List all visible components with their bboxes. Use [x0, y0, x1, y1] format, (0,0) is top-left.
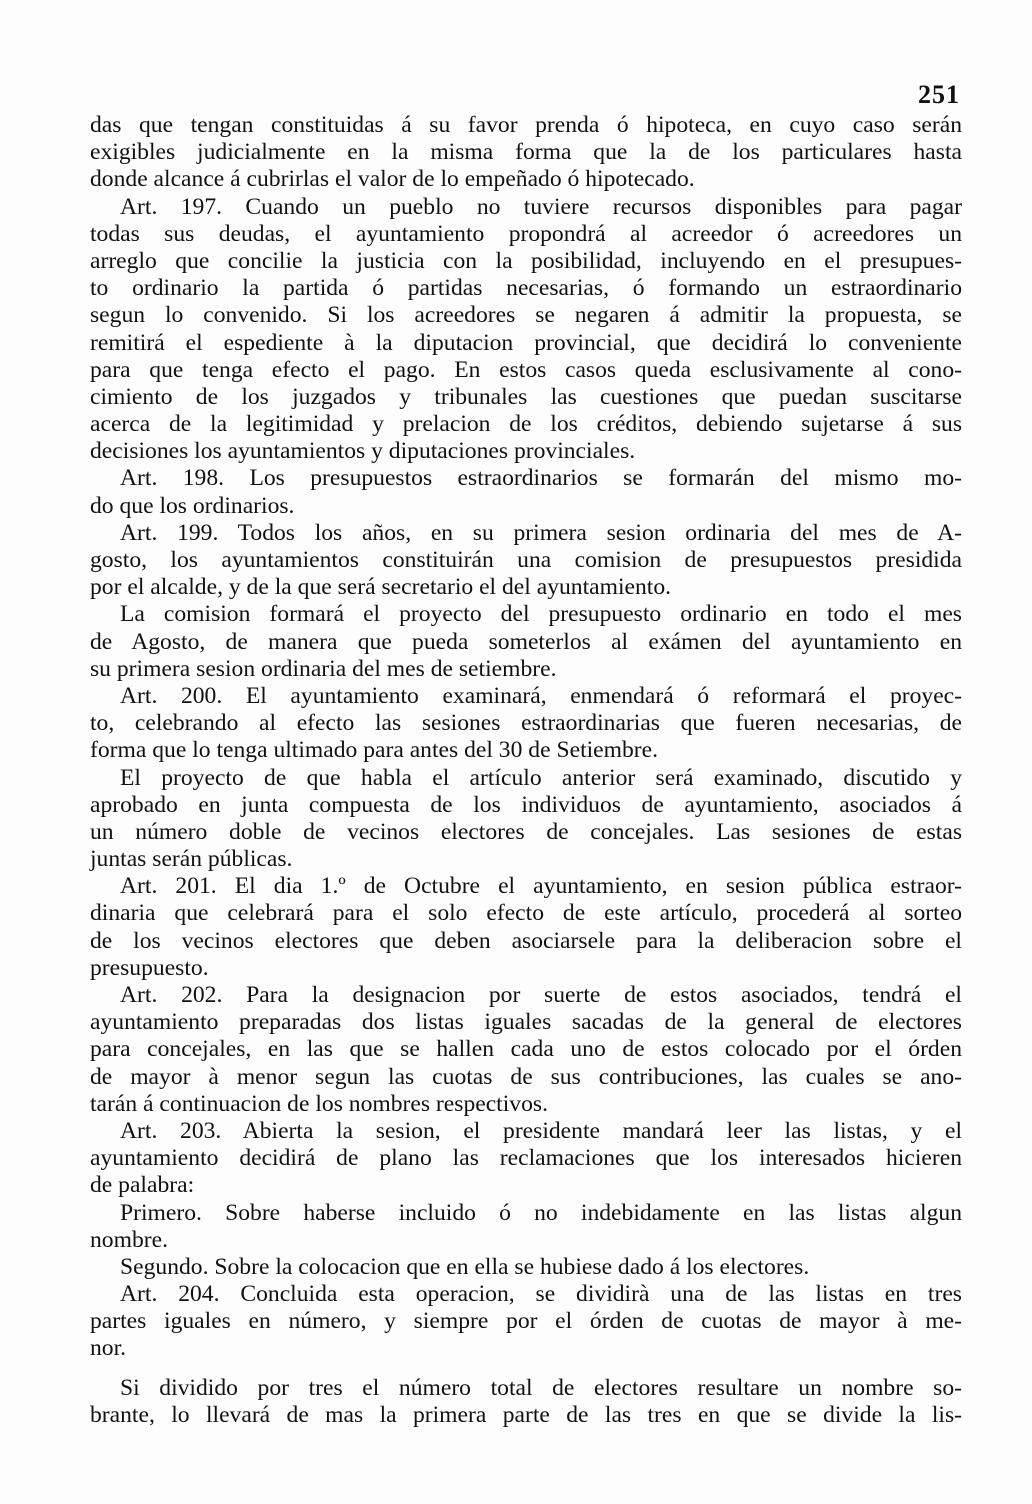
text-line: dinaria que celebrará para el solo efecto de este artículo, procederá al sorteo	[90, 900, 962, 927]
text-line: nor.	[90, 1335, 127, 1362]
text-line: tarán á continuacion de los nombres respectivos.	[90, 1090, 548, 1117]
page-number: 251	[918, 80, 960, 109]
text-line: Art. 198. Los presupuestos estraordinarios se formarán del mismo mo-	[120, 465, 962, 492]
text-line: to, celebrando al efecto las sesiones estraordinarias que fueren necesarias, de	[90, 710, 962, 737]
text-line: donde alcance á cubrirlas el valor de lo empeñado ó hipotecado.	[90, 166, 695, 193]
text-line: cimiento de los juzgados y tribunales las cuestiones que puedan suscitarse	[90, 383, 962, 410]
text-line: Art. 200. El ayuntamiento examinará, enmendará ó reformará el proyec-	[120, 682, 962, 709]
text-line: arreglo que concilie la justicia con la posibilidad, incluyendo en el presupues-	[90, 247, 962, 274]
text-line: Art. 199. Todos los años, en su primera sesion ordinaria del mes de A-	[120, 519, 962, 546]
text-line: Art. 202. Para la designacion por suerte de estos asociados, tendrá el	[120, 982, 962, 1008]
text-line: La comision formará el proyecto del presupuesto ordinario en todo el mes	[120, 601, 962, 628]
text-line: ayuntamiento decidirá de plano las reclamaciones que los interesados hicieren	[90, 1145, 962, 1172]
text-line: acerca de la legitimidad y prelacion de los créditos, debiendo sujetarse á sus	[90, 411, 962, 438]
text-line: decisiones los ayuntamientos y diputaciones provinciales.	[90, 438, 636, 465]
text-line: Art. 197. Cuando un pueblo no tuviere recursos disponibles para pagar	[120, 193, 962, 220]
text-line: ayuntamiento preparadas dos listas iguales sacadas de la general de electores	[90, 1009, 962, 1036]
text-line: Art. 201. El dia 1.º de Octubre el ayuntamiento, en sesion pública estraor-	[120, 873, 962, 900]
text-line: su primera sesion ordinaria del mes de setiembre.	[90, 655, 557, 682]
text-line: Si dividido por tres el número total de electores resultare un nombre so-	[120, 1374, 962, 1401]
text-line: nombre.	[90, 1226, 168, 1253]
text-line: para que tenga efecto el pago. En estos casos queda esclusivamente al cono-	[90, 356, 962, 383]
text-line: segun lo convenido. Si los acreedores se negaren á admitir la propuesta, se	[90, 302, 962, 329]
text-line: juntas serán públicas.	[90, 846, 293, 873]
text-line: brante, lo llevará de mas la primera parte de las tres en que se divide la lis-	[90, 1401, 962, 1428]
text-line: de mayor à menor segun las cuotas de sus contribuciones, las cuales se ano-	[90, 1063, 962, 1090]
text-line: Primero. Sobre haberse incluido ó no indebidamente en las listas algun	[120, 1199, 962, 1226]
text-line: forma que lo tenga ultimado para antes del 30 de Setiembre.	[90, 737, 659, 764]
text-line: gosto, los ayuntamientos constituirán una comision de presupuestos presidida	[90, 547, 962, 573]
text-line: to ordinario la partida ó partidas necesarias, ó formando un estraordinario	[90, 275, 962, 302]
text-line: Segundo. Sobre la colocacion que en ella se hubiese dado á los electores.	[120, 1253, 810, 1280]
text-line: exigibles judicialmente en la misma forma que la de los particulares hasta	[90, 139, 962, 166]
text-line: Art. 204. Concluida esta operacion, se dividirà una de las listas en tres	[120, 1281, 962, 1308]
text-line: El proyecto de que habla el artículo anterior será examinado, discutido y	[120, 764, 962, 791]
body-text	[90, 112, 962, 1429]
text-line: por el alcalde, y de la que será secretario el del ayuntamiento.	[90, 574, 672, 601]
text-line: aprobado en junta compuesta de los individuos de ayuntamiento, asociados á	[90, 791, 962, 818]
text-line: un número doble de vecinos electores de concejales. Las sesiones de estas	[90, 818, 962, 845]
text-line: remitirá el espediente à la diputacion provincial, que decidirá lo conveniente	[90, 329, 962, 356]
text-line: de palabra:	[90, 1172, 195, 1199]
text-line: de Agosto, de manera que pueda someterlos al exámen del ayuntamiento en	[90, 628, 962, 655]
text-line: partes iguales en número, y siempre por el órden de cuotas de mayor à me-	[90, 1308, 962, 1335]
text-line: de los vecinos electores que deben asociarsele para la deliberacion sobre el	[90, 927, 962, 954]
text-line: todas sus deudas, el ayuntamiento propondrá al acreedor ó acreedores un	[90, 220, 962, 247]
text-line: do que los ordinarios.	[90, 492, 295, 519]
text-line: para concejales, en las que se hallen cada uno de estos colocado por el órden	[90, 1036, 962, 1063]
text-line: Art. 203. Abierta la sesion, el presidente mandará leer las listas, y el	[120, 1117, 962, 1144]
text-line: das que tengan constituidas á su favor prenda ó hipoteca, en cuyo caso serán	[90, 112, 962, 138]
text-line: presupuesto.	[90, 954, 209, 981]
